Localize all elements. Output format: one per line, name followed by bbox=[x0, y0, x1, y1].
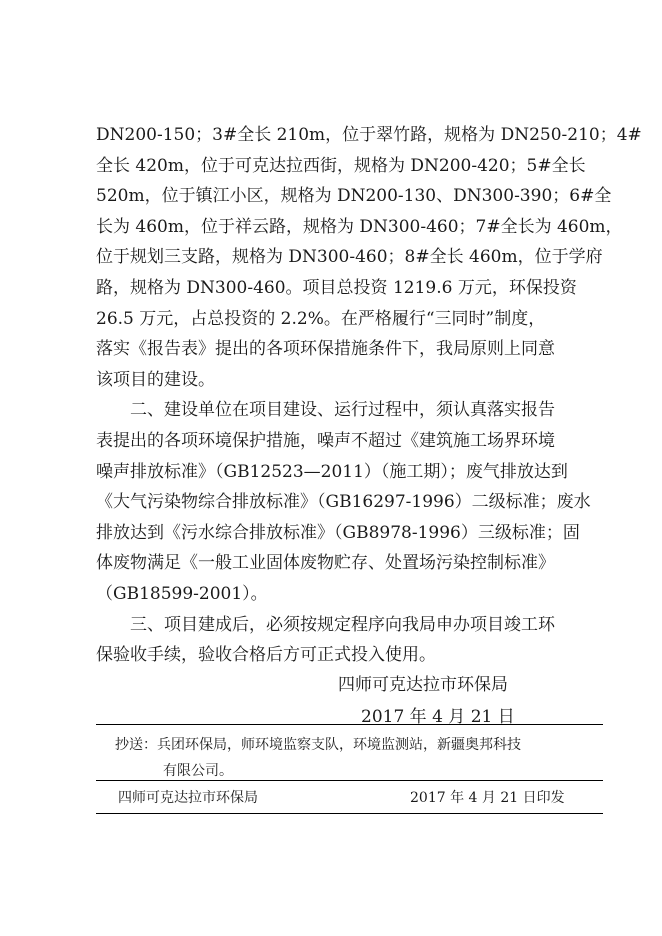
signature-date: 2017 年 4 月 21 日 bbox=[361, 707, 515, 727]
body-line: 二、建设单位在项目建设、运行过程中，须认真落实报告 bbox=[96, 400, 555, 421]
footer-print-date: 2017 年 4 月 21 日印发 bbox=[410, 790, 565, 806]
body-line: 《大气污染物综合排放标准》（GB16297-1996）二级标准；废水 bbox=[96, 492, 591, 513]
body-line: 保验收手续，验收合格后方可正式投入使用。 bbox=[96, 645, 436, 666]
body-line: 位于规划三支路，规格为 DN300-460；8#全长 460m，位于学府 bbox=[96, 247, 603, 268]
body-line: （GB18599-2001）。 bbox=[96, 583, 268, 604]
body-line: 26.5 万元，占总投资的 2.2%。在严格履行“三同时”制度， bbox=[96, 308, 546, 329]
body-line: 路，规格为 DN300-460。项目总投资 1219.6 万元，环保投资 bbox=[96, 277, 577, 298]
body-line: 该项目的建设。 bbox=[96, 369, 215, 390]
body-line: 全长 420m，位于可克达拉西街，规格为 DN200-420；5#全长 bbox=[96, 155, 586, 176]
body-line: 落实《报告表》提出的各项环保措施条件下，我局原则上同意 bbox=[96, 339, 555, 360]
body-line: 520m，位于镇江小区，规格为 DN200-130、DN300-390；6#全 bbox=[96, 186, 612, 207]
divider-bottom bbox=[96, 813, 603, 814]
signature-organization: 四师可克达拉市环保局 bbox=[338, 675, 508, 695]
cc-line-2: 有限公司。 bbox=[163, 763, 233, 779]
body-line: 噪声排放标准》（GB12523—2011）（施工期）；废气排放达到 bbox=[96, 461, 568, 482]
body-line: 三、项目建成后，必须按规定程序向我局申办项目竣工环 bbox=[96, 614, 555, 635]
cc-line-1: 抄送：兵团环保局，师环境监察支队，环境监测站，新疆奥邦科技 bbox=[115, 737, 521, 753]
body-text bbox=[96, 120, 642, 671]
divider-top bbox=[96, 724, 603, 725]
body-line: 排放达到《污水综合排放标准》（GB8978-1996）三级标准；固 bbox=[96, 522, 580, 543]
body-line: 体废物满足《一般工业固体废物贮存、处置场污染控制标准》 bbox=[96, 553, 555, 574]
body-line: 长为 460m，位于祥云路，规格为 DN300-460；7#全长为 460m， bbox=[96, 216, 623, 237]
footer-issuer: 四师可克达拉市环保局 bbox=[118, 790, 258, 806]
body-line: DN200-150；3#全长 210m，位于翠竹路，规格为 DN250-210；4# bbox=[96, 125, 642, 145]
body-line: 表提出的各项环境保护措施，噪声不超过《建筑施工场界环境 bbox=[96, 430, 555, 451]
divider-middle bbox=[96, 780, 603, 781]
